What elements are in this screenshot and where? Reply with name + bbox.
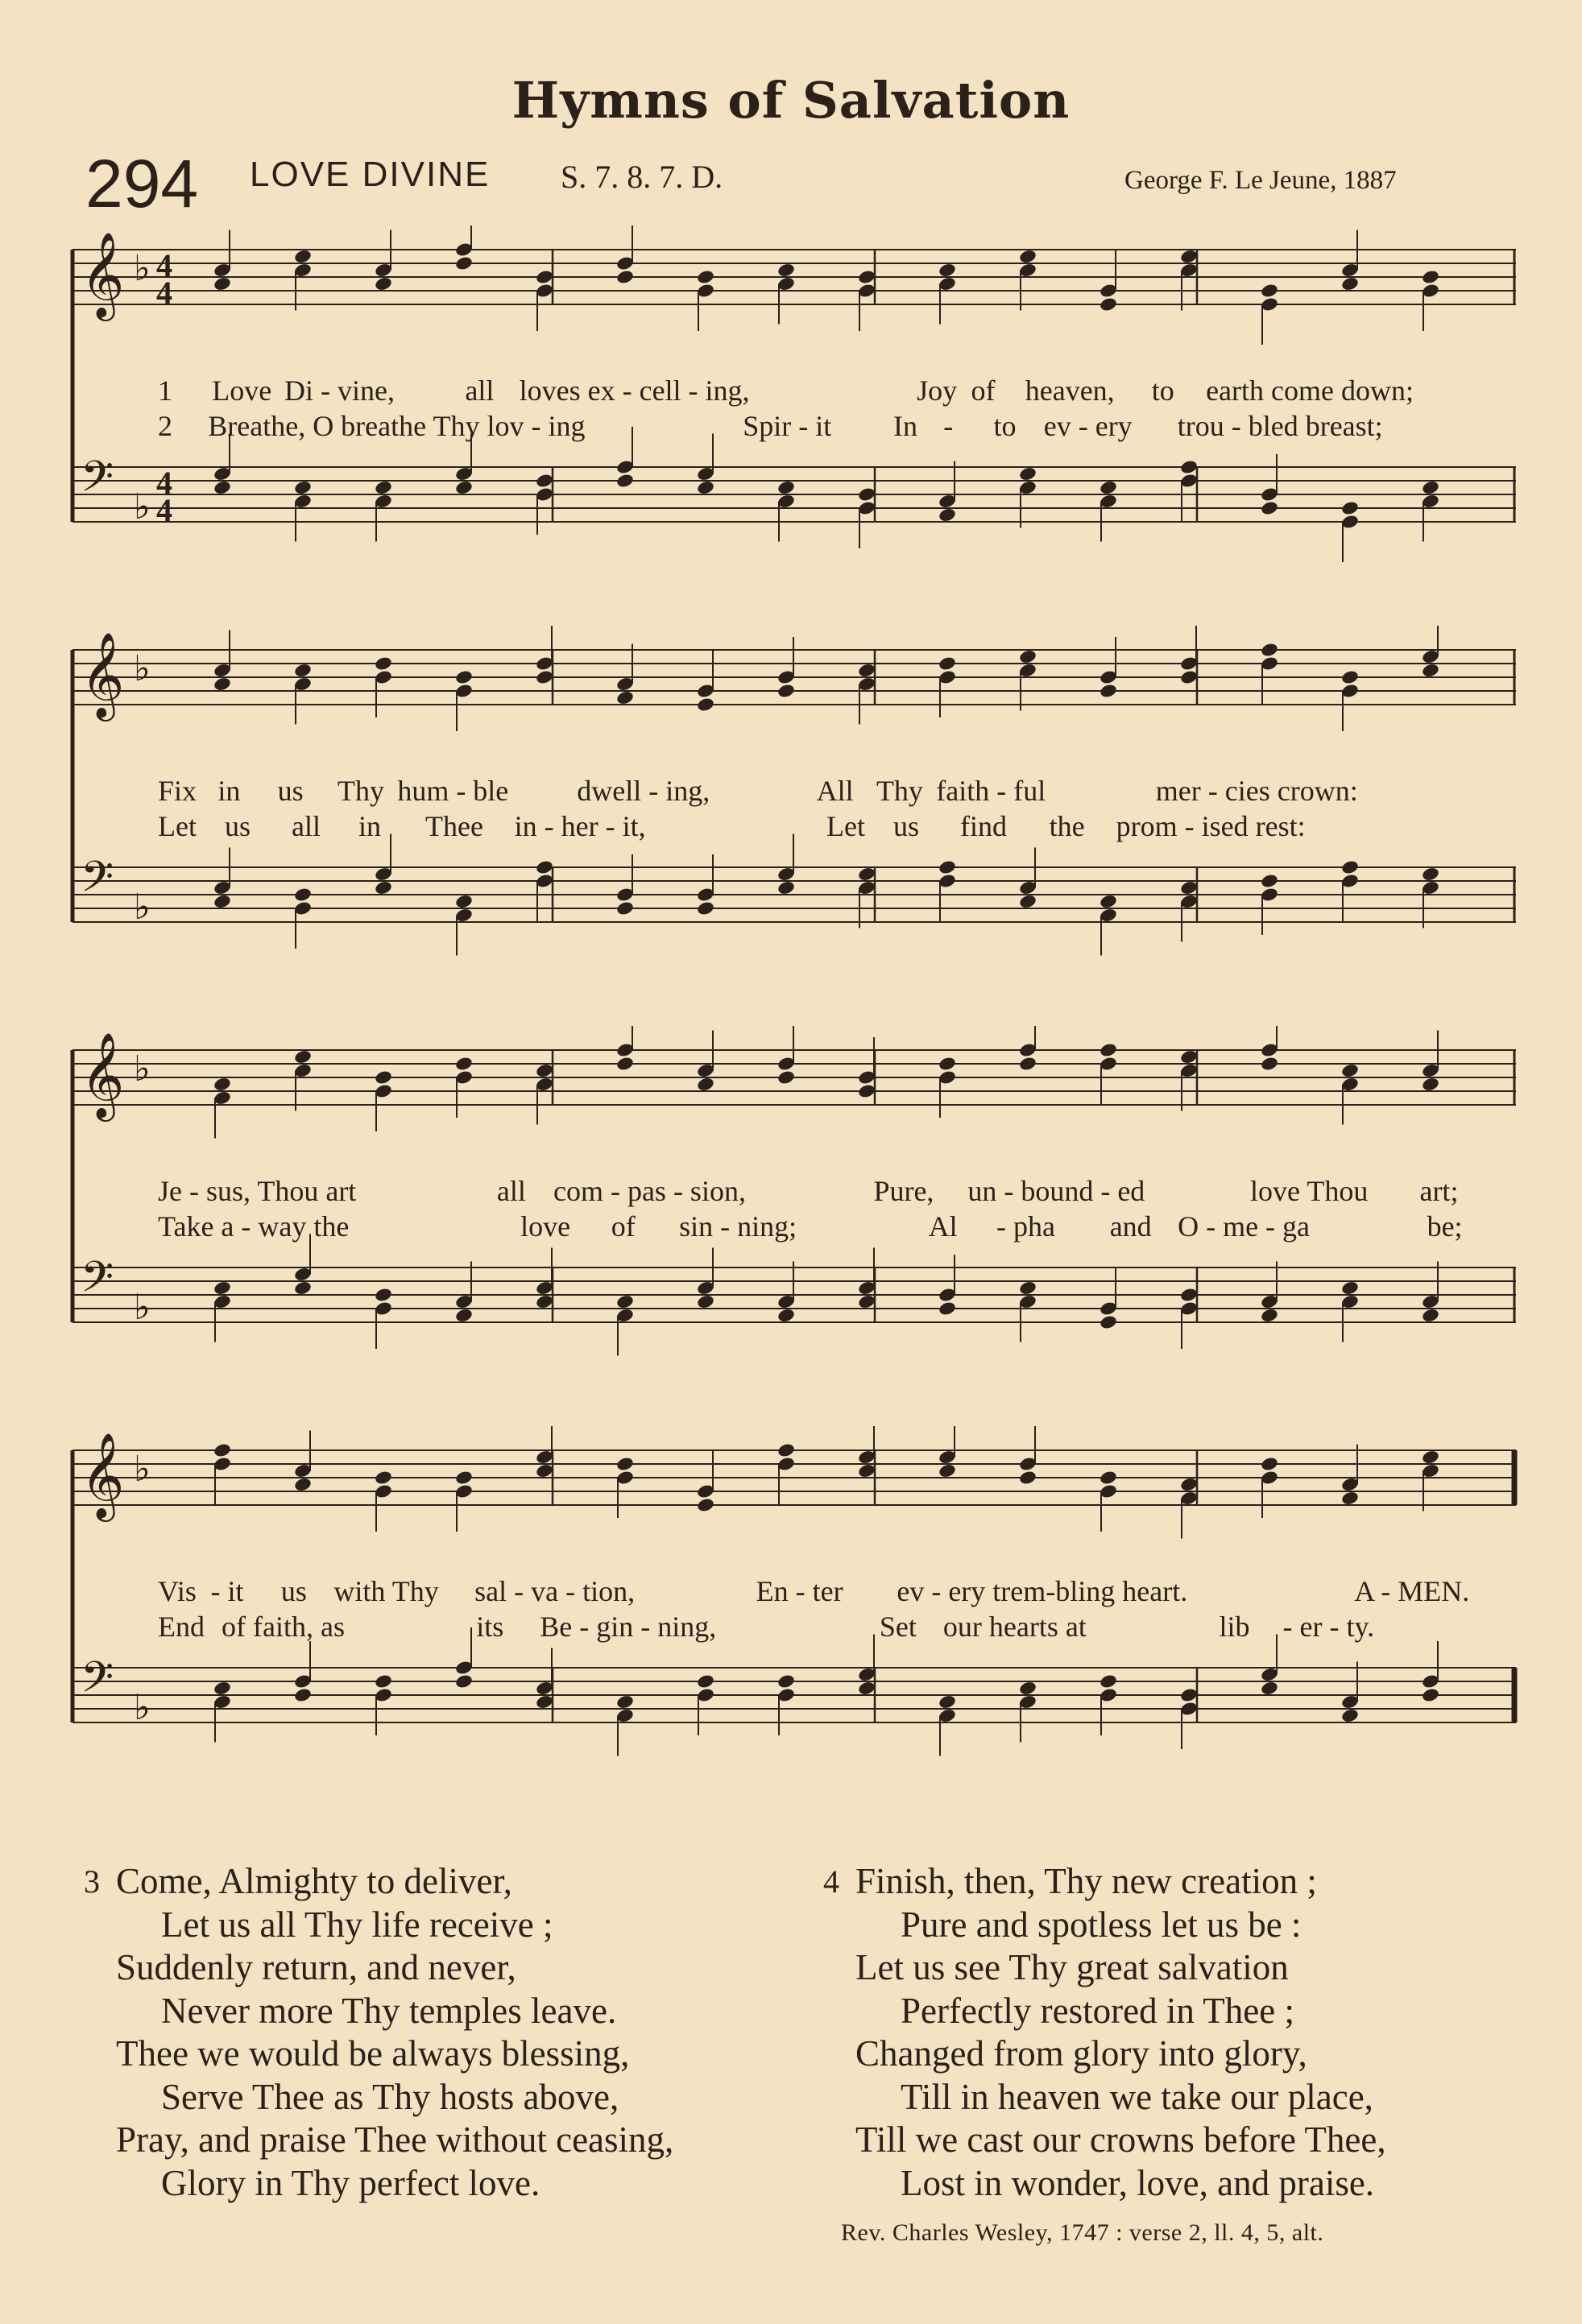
lyric-syllable: us bbox=[893, 810, 920, 842]
lyric-syllable: Thy bbox=[337, 775, 384, 807]
note-heads bbox=[213, 626, 1440, 731]
lyric-syllable: Thee bbox=[425, 810, 483, 842]
note-heads bbox=[213, 225, 1440, 345]
lyric-syllable: sin - ning; bbox=[679, 1210, 797, 1243]
time-signature-top: 4 bbox=[156, 465, 172, 501]
lyric-syllable: loves ex - cell - ing, bbox=[519, 374, 750, 407]
lyric-syllable: to bbox=[993, 410, 1017, 442]
lyric-syllable: all bbox=[465, 374, 495, 407]
stanza-number: 3 bbox=[84, 1863, 100, 1900]
lyric-syllable: in bbox=[217, 775, 241, 807]
stanza-line: Let us see Thy great salvation bbox=[855, 1947, 1289, 1987]
stanza-line: Perfectly restored in Thee ; bbox=[901, 1990, 1294, 2031]
lyric-syllable: with Thy bbox=[333, 1575, 439, 1607]
lyric-syllable: Joy bbox=[917, 374, 958, 407]
lyric-syllable: us bbox=[225, 810, 251, 842]
lyric-syllable: faith - ful bbox=[936, 775, 1046, 807]
lyric-syllable: art; bbox=[1419, 1175, 1459, 1207]
lyric-syllable: Let bbox=[826, 810, 865, 842]
bass-clef-icon: 𝄢 bbox=[81, 1253, 114, 1313]
treble-staff bbox=[72, 626, 1516, 731]
lyric-syllable: Breathe, O breathe Thy lov - ing bbox=[208, 410, 586, 442]
lyric-syllable: ev - ery trem-bling heart. bbox=[897, 1575, 1188, 1607]
lyric-syllable: mer - cies crown: bbox=[1155, 775, 1358, 807]
treble-staff bbox=[72, 1426, 1516, 1539]
stanza-line: Till we cast our crowns before Thee, bbox=[855, 2119, 1386, 2160]
bass-clef-icon: 𝄢 bbox=[81, 1653, 114, 1713]
tune-name: LOVE DIVINE bbox=[250, 155, 491, 194]
flat-key-signature-icon: ♭ bbox=[134, 1449, 151, 1490]
section-title: Hymns of Salvation bbox=[511, 71, 1071, 130]
lyric-syllable: and bbox=[1109, 1210, 1152, 1243]
stanza-line: Suddenly return, and never, bbox=[116, 1947, 516, 1987]
lyric-syllable: - bbox=[943, 410, 954, 442]
lyric-syllable: Vis bbox=[158, 1575, 197, 1607]
lyric-syllable: Pure, bbox=[873, 1175, 934, 1207]
lyric-syllable: in bbox=[358, 810, 382, 842]
lyric-syllable: in - her - it, bbox=[514, 810, 646, 842]
lyric-syllable: Fix bbox=[158, 775, 197, 807]
stanza-line: Lost in wonder, love, and praise. bbox=[901, 2162, 1375, 2203]
lyric-syllable: all bbox=[292, 810, 321, 842]
lyric-syllable: - pha bbox=[996, 1210, 1055, 1243]
music-system-3 bbox=[69, 1026, 1519, 1404]
music-system-4 bbox=[69, 1426, 1519, 1805]
note-heads bbox=[213, 1426, 1440, 1539]
treble-staff bbox=[72, 225, 1516, 345]
flat-key-signature-icon: ♭ bbox=[134, 648, 151, 689]
lyric-syllable: Take a - way the bbox=[158, 1210, 350, 1243]
music-system-1 bbox=[69, 225, 1519, 604]
lyric-syllable: Al bbox=[928, 1210, 958, 1243]
lyric-syllable: Let bbox=[158, 810, 197, 842]
bass-staff bbox=[72, 834, 1516, 956]
bass-staff bbox=[72, 1234, 1516, 1356]
hymn-number: 294 bbox=[85, 146, 199, 221]
lyric-syllable: of bbox=[611, 1210, 636, 1243]
stanza-line: Finish, then, Thy new creation ; bbox=[855, 1861, 1317, 1901]
stanza-4 bbox=[823, 1860, 1386, 2205]
flat-key-signature-icon: ♭ bbox=[134, 248, 151, 289]
flat-key-signature-icon: ♭ bbox=[134, 1048, 151, 1090]
time-signature-bottom: 4 bbox=[156, 492, 172, 528]
lyric-syllable: earth come down; bbox=[1206, 374, 1414, 407]
stanza-line: Let us all Thy life receive ; bbox=[161, 1904, 553, 1945]
lyric-syllable: Je - sus, Thou art bbox=[158, 1175, 357, 1207]
note-heads bbox=[213, 1026, 1440, 1139]
stanza-number: 4 bbox=[823, 1863, 839, 1900]
lyric-syllable: lib bbox=[1219, 1611, 1250, 1643]
lyric-syllable: dwell - ing, bbox=[577, 775, 710, 807]
time-signature-bottom: 4 bbox=[156, 275, 172, 311]
lyric-syllable: Be - gin - ning, bbox=[540, 1611, 717, 1643]
lyric-syllable: En - ter bbox=[756, 1575, 843, 1607]
lyric-syllable: the bbox=[1049, 810, 1085, 842]
text-credit: Rev. Charles Wesley, 1747 : verse 2, ll. 4, 5, alt. bbox=[841, 2219, 1324, 2246]
stanza-line: Till in heaven we take our place, bbox=[901, 2076, 1373, 2117]
treble-clef-icon: 𝄞 bbox=[81, 231, 125, 317]
stanza-line: Changed from glory into glory, bbox=[855, 2033, 1307, 2074]
lyric-syllable: com - pas - sion, bbox=[553, 1175, 746, 1207]
stanza-line: Come, Almighty to deliver, bbox=[116, 1861, 512, 1901]
lyric-syllable: hum - ble bbox=[397, 775, 509, 807]
lyric-syllable: A - MEN. bbox=[1354, 1575, 1470, 1607]
lyric-syllable: In bbox=[893, 410, 917, 442]
lyric-syllable: ev - ery bbox=[1043, 410, 1133, 442]
lyric-syllable: heaven, bbox=[1025, 374, 1115, 407]
lyric-syllable: Spir - it bbox=[743, 410, 832, 442]
meter: S. 7. 8. 7. D. bbox=[561, 159, 723, 195]
lyric-syllable: to bbox=[1151, 374, 1174, 407]
stanza-line: Never more Thy temples leave. bbox=[161, 1990, 617, 2031]
flat-key-signature-icon: ♭ bbox=[134, 887, 151, 928]
lyric-syllable: find bbox=[960, 810, 1007, 842]
stanza-line: Thee we would be always blessing, bbox=[116, 2033, 630, 2074]
lyric-syllable: trou - bled breast; bbox=[1177, 410, 1383, 442]
lyric-syllable: End bbox=[158, 1611, 205, 1643]
lyric-syllable: 2 bbox=[158, 410, 172, 442]
treble-clef-icon: 𝄞 bbox=[81, 1432, 125, 1518]
lyric-syllable: Di - vine, bbox=[284, 374, 395, 407]
bass-clef-icon: 𝄢 bbox=[81, 853, 114, 912]
lyric-syllable: - it bbox=[210, 1575, 244, 1607]
lyric-syllable: love Thou bbox=[1250, 1175, 1369, 1207]
stanza-line: Pray, and praise Thee without ceasing, bbox=[116, 2119, 674, 2160]
treble-clef-icon: 𝄞 bbox=[81, 631, 125, 717]
lyric-syllable: its bbox=[476, 1611, 504, 1643]
lyric-syllable: Set bbox=[879, 1611, 917, 1643]
flat-key-signature-icon: ♭ bbox=[134, 486, 151, 527]
lyric-syllable: love bbox=[520, 1210, 571, 1243]
lyric-syllable: - er - ty. bbox=[1282, 1611, 1375, 1643]
music-system-2 bbox=[69, 626, 1519, 1004]
treble-staff bbox=[72, 1026, 1516, 1139]
lyric-syllable: us bbox=[280, 1575, 307, 1607]
note-heads bbox=[213, 1627, 1440, 1756]
lyric-syllable: prom - ised rest: bbox=[1116, 810, 1306, 842]
bass-staff bbox=[72, 1627, 1516, 1756]
lyric-syllable: our hearts at bbox=[942, 1611, 1087, 1643]
stanza-line: Glory in Thy perfect love. bbox=[161, 2162, 540, 2203]
lyric-syllable: us bbox=[277, 775, 304, 807]
lyric-syllable: All bbox=[816, 775, 854, 807]
lyric-syllable: sal - va - tion, bbox=[474, 1575, 636, 1607]
lyric-syllable: 1 bbox=[158, 374, 172, 407]
lyric-syllable: Thy bbox=[876, 775, 923, 807]
stanza-line: Serve Thee as Thy hosts above, bbox=[161, 2076, 619, 2117]
lyric-syllable: of faith, as bbox=[222, 1611, 345, 1643]
flat-key-signature-icon: ♭ bbox=[134, 1287, 151, 1328]
composer: George F. Le Jeune, 1887 bbox=[1124, 166, 1397, 195]
lyric-syllable: Love bbox=[212, 374, 272, 407]
flat-key-signature-icon: ♭ bbox=[134, 1687, 151, 1728]
lyric-syllable: of bbox=[971, 374, 996, 407]
time-signature-top: 4 bbox=[156, 247, 172, 283]
treble-clef-icon: 𝄞 bbox=[81, 1032, 125, 1118]
lyric-syllable: O - me - ga bbox=[1178, 1210, 1311, 1243]
bass-clef-icon: 𝄢 bbox=[81, 453, 114, 512]
bass-staff bbox=[72, 427, 1516, 562]
stanza-3 bbox=[84, 1860, 674, 2205]
lyric-syllable: un - bound - ed bbox=[967, 1175, 1145, 1207]
stanza-line: Pure and spotless let us be : bbox=[901, 1904, 1302, 1945]
lyric-syllable: all bbox=[496, 1175, 526, 1207]
lyric-syllable: be; bbox=[1427, 1210, 1463, 1243]
